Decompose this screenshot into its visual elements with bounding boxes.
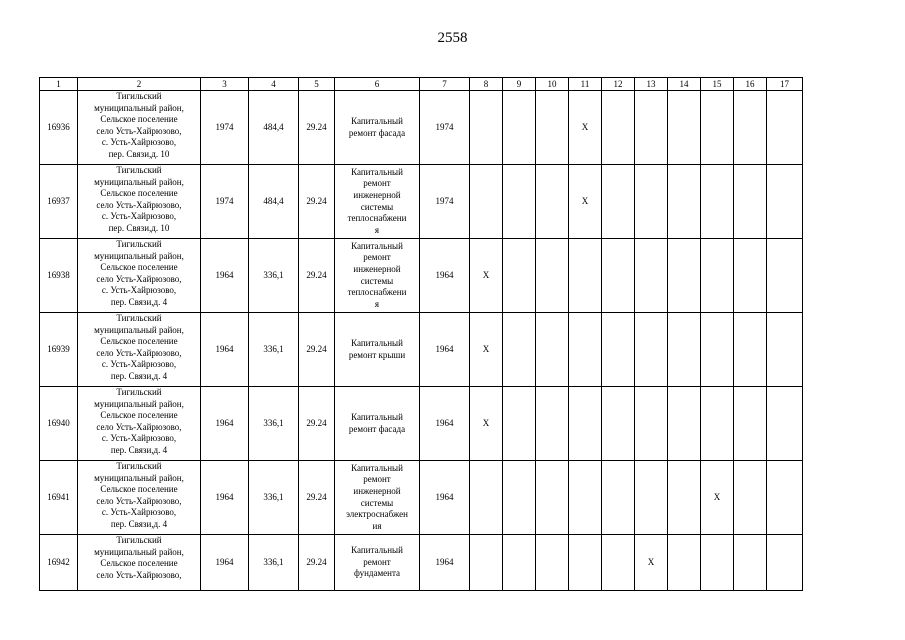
- code-value: 29.24: [299, 461, 335, 535]
- empty-cell: [536, 461, 569, 535]
- area-value: 336,1: [249, 387, 299, 461]
- empty-cell: [767, 313, 803, 387]
- code-value: 29.24: [299, 91, 335, 165]
- empty-cell: [767, 461, 803, 535]
- address-text: Тигильский муниципальный район, Сельское поселение село Усть-Хайрюзово, с. Усть-Хайрюзово, пер. Связи,д. 4: [94, 313, 184, 381]
- empty-cell: [734, 313, 767, 387]
- header-cell-5: 5: [299, 78, 335, 91]
- empty-cell: [470, 91, 503, 165]
- empty-cell: [767, 387, 803, 461]
- year-built: 1974: [201, 165, 249, 239]
- header-cell-7: 7: [420, 78, 470, 91]
- empty-cell: [767, 535, 803, 591]
- empty-cell: [668, 535, 701, 591]
- empty-cell: [503, 387, 536, 461]
- empty-cell: [668, 91, 701, 165]
- mark-x: X: [569, 91, 602, 165]
- empty-cell: [767, 239, 803, 313]
- table-header-row: [40, 78, 803, 91]
- empty-cell: [734, 165, 767, 239]
- mark-x: X: [701, 461, 734, 535]
- empty-cell: [503, 239, 536, 313]
- empty-cell: [536, 313, 569, 387]
- code-value: 29.24: [299, 313, 335, 387]
- area-value: 336,1: [249, 535, 299, 591]
- address-cell: [78, 165, 201, 239]
- empty-cell: [503, 461, 536, 535]
- empty-cell: [470, 535, 503, 591]
- empty-cell: [602, 387, 635, 461]
- empty-cell: [701, 387, 734, 461]
- empty-cell: [767, 91, 803, 165]
- year-built: 1964: [201, 387, 249, 461]
- empty-cell: [734, 239, 767, 313]
- address-text: Тигильский муниципальный район, Сельское поселение село Усть-Хайрюзово, с. Усть-Хайрюзово, пер. Связи,д. 4: [94, 387, 184, 455]
- empty-cell: [536, 535, 569, 591]
- code-value: 29.24: [299, 239, 335, 313]
- empty-cell: [635, 313, 668, 387]
- header-cell-3: 3: [201, 78, 249, 91]
- code-value: 29.24: [299, 535, 335, 591]
- empty-cell: [536, 239, 569, 313]
- empty-cell: [668, 387, 701, 461]
- address-text: Тигильский муниципальный район, Сельское поселение село Усть-Хайрюзово, с. Усть-Хайрюзово, пер. Связи,д. 4: [94, 239, 184, 307]
- empty-cell: [701, 165, 734, 239]
- empty-cell: [503, 535, 536, 591]
- empty-cell: [569, 387, 602, 461]
- empty-cell: [569, 313, 602, 387]
- year-value: 1964: [420, 239, 470, 313]
- empty-cell: [503, 165, 536, 239]
- empty-cell: [569, 535, 602, 591]
- header-cell-6: 6: [335, 78, 420, 91]
- mark-x: X: [470, 239, 503, 313]
- empty-cell: [701, 313, 734, 387]
- header-cell-1: 1: [40, 78, 78, 91]
- empty-cell: [536, 387, 569, 461]
- row-id: 16942: [40, 535, 78, 591]
- header-cell-8: 8: [470, 78, 503, 91]
- empty-cell: [602, 239, 635, 313]
- header-cell-17: 17: [767, 78, 803, 91]
- empty-cell: [668, 165, 701, 239]
- header-cell-2: 2: [78, 78, 201, 91]
- header-cell-15: 15: [701, 78, 734, 91]
- work-type: Капитальный ремонт инженерной системы электроснабжен ия: [335, 461, 420, 535]
- header-cell-4: 4: [249, 78, 299, 91]
- work-type: Капитальный ремонт фасада: [335, 91, 420, 165]
- header-cell-10: 10: [536, 78, 569, 91]
- work-type: Капитальный ремонт инженерной системы теплоснабжени я: [335, 239, 420, 313]
- empty-cell: [734, 387, 767, 461]
- empty-cell: [602, 461, 635, 535]
- empty-cell: [635, 165, 668, 239]
- empty-cell: [635, 91, 668, 165]
- empty-cell: [602, 91, 635, 165]
- empty-cell: [536, 165, 569, 239]
- code-value: 29.24: [299, 165, 335, 239]
- mark-x: X: [470, 313, 503, 387]
- table-row: [40, 91, 803, 165]
- address-text: Тигильский муниципальный район, Сельское поселение село Усть-Хайрюзово, с. Усть-Хайрюзово, пер. Связи,д. 4: [94, 461, 184, 529]
- address-text: Тигильский муниципальный район, Сельское поселение село Усть-Хайрюзово, с. Усть-Хайрюзово, пер. Связи,д. 10: [94, 91, 184, 159]
- row-id: 16936: [40, 91, 78, 165]
- empty-cell: [635, 239, 668, 313]
- row-id: 16939: [40, 313, 78, 387]
- year-value: 1964: [420, 461, 470, 535]
- empty-cell: [734, 461, 767, 535]
- row-id: 16938: [40, 239, 78, 313]
- row-id: 16941: [40, 461, 78, 535]
- page-number: 2558: [437, 30, 468, 46]
- address-text: Тигильский муниципальный район, Сельское поселение село Усть-Хайрюзово,: [94, 535, 184, 580]
- area-value: 336,1: [249, 461, 299, 535]
- empty-cell: [536, 91, 569, 165]
- work-type: Капитальный ремонт крыши: [335, 313, 420, 387]
- year-value: 1974: [420, 91, 470, 165]
- empty-cell: [503, 313, 536, 387]
- address-cell: [78, 461, 201, 535]
- empty-cell: [668, 313, 701, 387]
- year-value: 1964: [420, 387, 470, 461]
- area-value: 484,4: [249, 165, 299, 239]
- empty-cell: [635, 461, 668, 535]
- year-value: 1964: [420, 535, 470, 591]
- code-value: 29.24: [299, 387, 335, 461]
- address-cell: [78, 387, 201, 461]
- table-row: [40, 313, 803, 387]
- address-text: Тигильский муниципальный район, Сельское поселение село Усть-Хайрюзово, с. Усть-Хайрюзово, пер. Связи,д. 10: [94, 165, 184, 233]
- address-cell: [78, 91, 201, 165]
- empty-cell: [602, 165, 635, 239]
- table-body: [40, 78, 803, 591]
- data-table: [39, 77, 803, 591]
- row-id: 16937: [40, 165, 78, 239]
- year-value: 1964: [420, 313, 470, 387]
- year-built: 1964: [201, 239, 249, 313]
- empty-cell: [602, 535, 635, 591]
- table-row: [40, 535, 803, 591]
- work-type: Капитальный ремонт инженерной системы теплоснабжени я: [335, 165, 420, 239]
- mark-x: X: [569, 165, 602, 239]
- header-cell-14: 14: [668, 78, 701, 91]
- table-row: [40, 165, 803, 239]
- empty-cell: [569, 239, 602, 313]
- empty-cell: [701, 535, 734, 591]
- table-row: [40, 239, 803, 313]
- address-cell: [78, 313, 201, 387]
- header-cell-11: 11: [569, 78, 602, 91]
- year-built: 1964: [201, 313, 249, 387]
- empty-cell: [767, 165, 803, 239]
- table-row: [40, 387, 803, 461]
- area-value: 336,1: [249, 313, 299, 387]
- empty-cell: [701, 239, 734, 313]
- mark-x: X: [635, 535, 668, 591]
- empty-cell: [635, 387, 668, 461]
- row-id: 16940: [40, 387, 78, 461]
- year-value: 1974: [420, 165, 470, 239]
- empty-cell: [734, 91, 767, 165]
- area-value: 336,1: [249, 239, 299, 313]
- empty-cell: [503, 91, 536, 165]
- header-cell-16: 16: [734, 78, 767, 91]
- work-type: Капитальный ремонт фундамента: [335, 535, 420, 591]
- empty-cell: [668, 461, 701, 535]
- header-cell-13: 13: [635, 78, 668, 91]
- year-built: 1974: [201, 91, 249, 165]
- empty-cell: [602, 313, 635, 387]
- header-cell-9: 9: [503, 78, 536, 91]
- year-built: 1964: [201, 535, 249, 591]
- empty-cell: [668, 239, 701, 313]
- empty-cell: [470, 165, 503, 239]
- header-cell-12: 12: [602, 78, 635, 91]
- work-type: Капитальный ремонт фасада: [335, 387, 420, 461]
- empty-cell: [470, 461, 503, 535]
- empty-cell: [734, 535, 767, 591]
- address-cell: [78, 535, 201, 591]
- empty-cell: [701, 91, 734, 165]
- year-built: 1964: [201, 461, 249, 535]
- address-cell: [78, 239, 201, 313]
- empty-cell: [569, 461, 602, 535]
- table-row: [40, 461, 803, 535]
- mark-x: X: [470, 387, 503, 461]
- area-value: 484,4: [249, 91, 299, 165]
